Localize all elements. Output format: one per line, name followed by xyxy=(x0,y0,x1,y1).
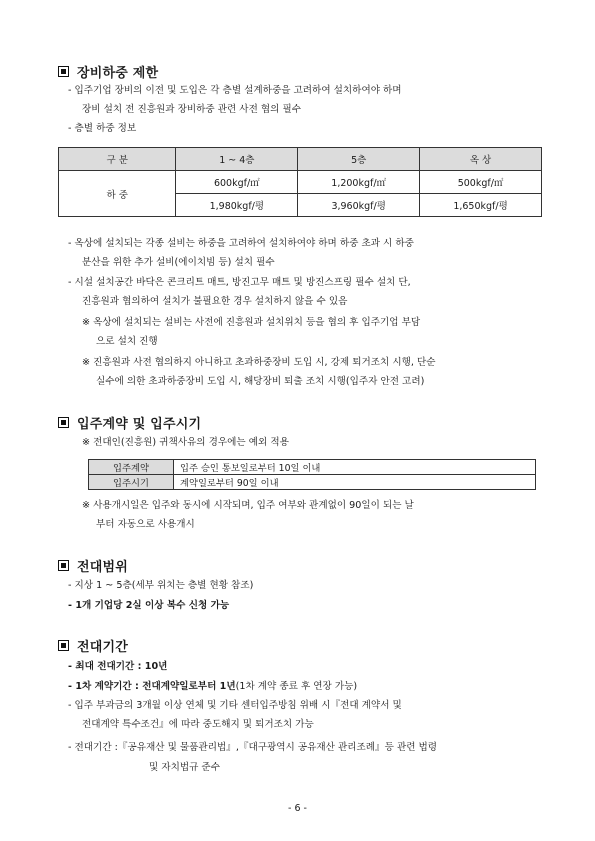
section-title-equipment: 장비하중 제한 xyxy=(58,62,158,81)
table-row-label: 입주시기 xyxy=(89,475,174,490)
section-title-contract: 입주계약 및 입주시기 xyxy=(58,413,201,432)
paragraph-line: - 옥상에 설치되는 각종 설비는 하중을 고려하여 설치하여야 하며 하중 초과 시 하중 xyxy=(68,238,414,249)
table-cell: 1,200kgf/㎡ xyxy=(298,171,420,194)
square-bullet-icon xyxy=(58,66,69,77)
paragraph-line: 진흥원과 협의하여 설치가 불필요한 경우 설치하지 않을 수 있음 xyxy=(82,296,348,307)
table-cell: 입주 승인 통보일로부터 10일 이내 xyxy=(174,460,536,475)
note-line: ※ 진흥원과 사전 협의하지 아니하고 초과하중장비 도입 시, 강제 퇴거조치 시행, 단순 xyxy=(82,357,436,368)
paragraph-line: - 1차 계약기간 : 전대계약일로부터 1년(1차 계약 종료 후 연장 가능) xyxy=(68,681,358,692)
paragraph-line: 전대계약 특수조건』에 따라 중도해지 및 퇴거조치 가능 xyxy=(82,719,314,730)
note-line: ※ 전대인(진흥원) 귀책사유의 경우에는 예외 적용 xyxy=(82,437,289,448)
paragraph-line: - 시설 설치공간 바닥은 콘크리트 매트, 방진고무 매트 및 방진스프링 필수 설치 단, xyxy=(68,277,411,288)
table-header: 구 분 xyxy=(59,148,176,171)
paragraph-line: - 층별 하중 정보 xyxy=(68,123,137,134)
table-cell: 1,650kgf/평 xyxy=(420,194,542,217)
table-cell: 500kgf/㎡ xyxy=(420,171,542,194)
note-line: 으로 설치 진행 xyxy=(96,336,158,347)
floor-load-table xyxy=(58,147,542,217)
paragraph-line: 및 자치법규 준수 xyxy=(149,762,220,773)
paragraph-line: 장비 설치 전 진흥원과 장비하중 관련 사전 협의 필수 xyxy=(82,104,302,115)
table-header: 옥 상 xyxy=(420,148,542,171)
square-bullet-icon xyxy=(58,417,69,428)
note-line: ※ 사용개시일은 입주와 동시에 시작되며, 입주 여부와 관계없이 90일이 되는 날 xyxy=(82,500,414,511)
paragraph-line: - 1개 기업당 2실 이상 복수 신청 가능 xyxy=(68,600,230,611)
section-title-scope: 전대범위 xyxy=(58,556,128,575)
page-number: - 6 - xyxy=(288,803,307,814)
note-line: ※ 옥상에 설치되는 설비는 사전에 진흥원과 설치위치 등을 협의 후 입주기업 부담 xyxy=(82,317,421,328)
section-title-period: 전대기간 xyxy=(58,636,128,655)
table-cell: 계약일로부터 90일 이내 xyxy=(174,475,536,490)
table-cell: 1,980kgf/평 xyxy=(176,194,298,217)
paragraph-line: - 입주기업 장비의 이전 및 도입은 각 층별 설계하중을 고려하여 설치하여야 하며 xyxy=(68,85,402,96)
paragraph-line: 분산을 위한 추가 설비(에이치빔 등) 설치 필수 xyxy=(82,257,275,268)
square-bullet-icon xyxy=(58,560,69,571)
paragraph-line: - 지상 1 ~ 5층(세부 위치는 층별 현황 참조) xyxy=(68,580,254,591)
table-row-label: 하 중 xyxy=(59,171,176,217)
contract-schedule-table xyxy=(88,459,536,490)
paragraph-line: - 최대 전대기간 : 10년 xyxy=(68,661,168,672)
note-line: 부터 자동으로 사용개시 xyxy=(96,519,195,530)
square-bullet-icon xyxy=(58,640,69,651)
table-cell: 3,960kgf/평 xyxy=(298,194,420,217)
note-line: 실수에 의한 초과하중장비 도입 시, 해당장비 퇴출 조치 시행(입주자 안전 고려) xyxy=(96,376,425,387)
table-header: 1 ~ 4층 xyxy=(176,148,298,171)
table-header: 5층 xyxy=(298,148,420,171)
paragraph-line: - 전대기간 :『공유재산 및 물품관리법』,『대구광역시 공유재산 관리조례』등 관련 법령 xyxy=(68,742,438,753)
paragraph-line: - 입주 부과금의 3개월 이상 연체 및 기타 센터입주방침 위배 시『전대 계약서 및 xyxy=(68,700,402,711)
table-row-label: 입주계약 xyxy=(89,460,174,475)
table-cell: 600kgf/㎡ xyxy=(176,171,298,194)
